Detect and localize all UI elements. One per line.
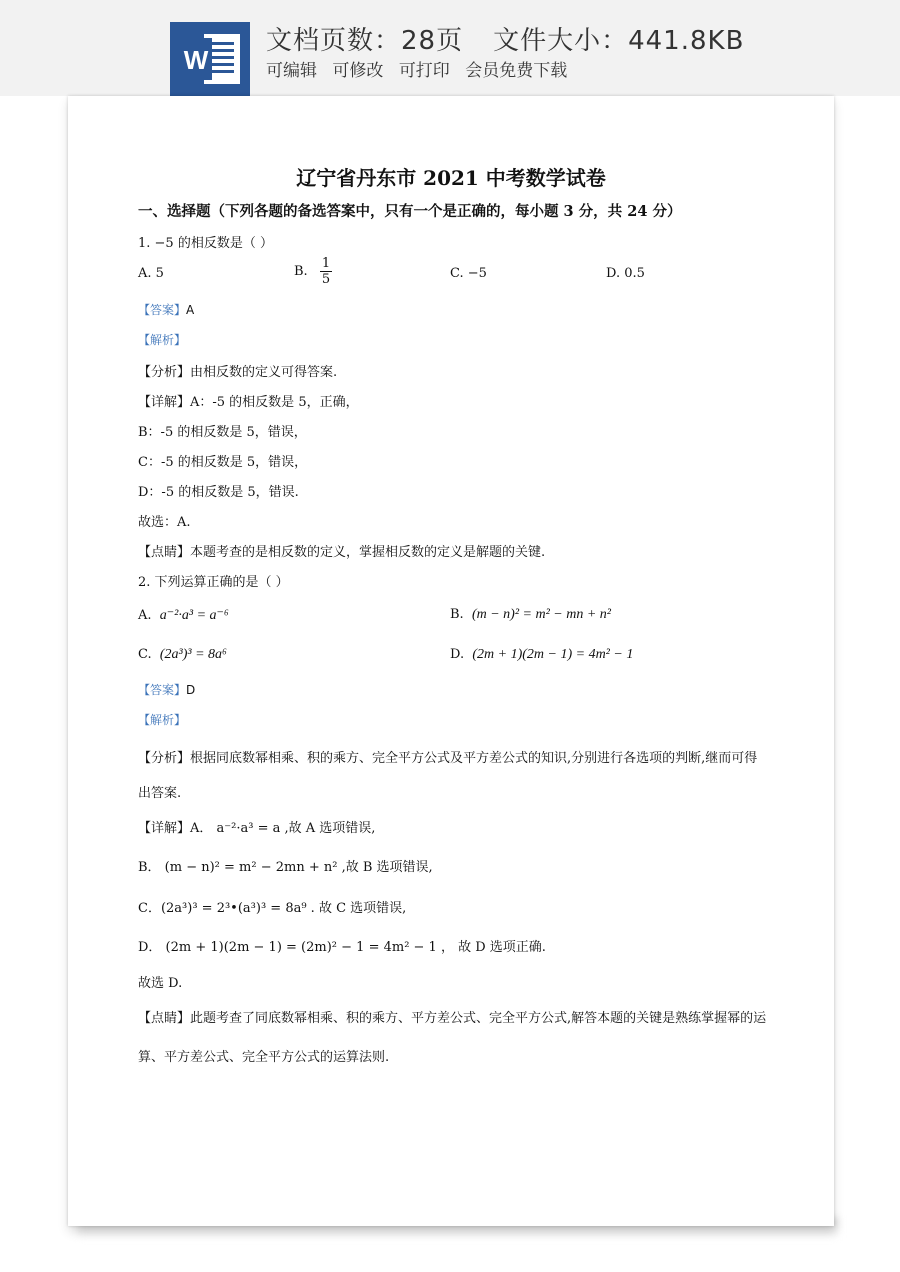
download-banner (0, 0, 900, 96)
q2-option-c (138, 647, 227, 663)
q2-option-c-formula: (2a³)³ = 8a⁶ (159, 647, 227, 662)
q2-xiangjie-a: 【详解】A． a⁻²·a³ = a ,故 A 选项错误, (138, 821, 376, 836)
q1-answer (138, 301, 194, 318)
q2-fenxi-line1: 【分析】根据同底数幂相乘、积的乘方、完全平方公式及平方差公式的知识,分别进行各选项的判断,继而可得 (138, 751, 758, 766)
exam-title: 辽宁省丹东市 2021 中考数学试卷 (296, 166, 606, 190)
q2-option-a (138, 607, 229, 624)
q2-option-d (450, 647, 633, 663)
q1-option-b-fraction (320, 256, 332, 287)
page-count: 文档页数：28页 (266, 26, 464, 56)
fraction-denominator: 5 (321, 272, 331, 287)
q1-dianjing: 【点睛】本题考查的是相反数的定义，掌握相反数的定义是解题的关键. (138, 545, 546, 560)
q2-option-a-formula: a⁻²·a³ = a⁻⁶ (159, 608, 229, 623)
q2-option-a-label: A. (138, 608, 152, 623)
q1-option-a: A. 5 (138, 266, 164, 281)
q2-stem: 2. 下列运算正确的是（ ） (138, 575, 289, 590)
answer-tag: 【答案】 (138, 303, 187, 317)
q1-option-b-label: B. (294, 264, 308, 279)
fraction-numerator: 1 (321, 256, 331, 271)
q2-option-b (450, 607, 611, 623)
feature-editable: 可编辑 (266, 61, 317, 81)
section-heading: 一、选择题（下列各题的备选答案中，只有一个是正确的，每小题 3 分，共 24 分） (138, 203, 682, 220)
q1-option-c: C. −5 (450, 266, 487, 281)
q1-option-d: D. 0.5 (606, 266, 645, 281)
q2-xiangjie-c: C．(2a³)³ = 2³•(a³)³ = 8a⁹ . 故 C 选项错误, (138, 901, 407, 916)
q1-fenxi: 【分析】由相反数的定义可得答案. (138, 365, 338, 380)
q2-option-d-formula: (2m + 1)(2m − 1) = 4m² − 1 (472, 647, 634, 662)
answer-value: D (186, 683, 196, 697)
q2-option-b-formula: (m − n)² = m² − mn + n² (471, 607, 611, 622)
q2-xiangjie-b: B． (m − n)² = m² − 2mn + n² ,故 B 选项错误, (138, 860, 433, 875)
banner-stats (266, 20, 744, 57)
q1-analysis-tag: 【解析】 (138, 333, 187, 347)
q2-xiangjie-d: D． (2m + 1)(2m − 1) = (2m)² − 1 = 4m² − 1 ， 故 D 选项正确. (138, 940, 546, 955)
feature-free-download[interactable]: 会员免费下载 (465, 61, 568, 81)
word-icon-letter: W (183, 45, 209, 75)
q1-choice: 故选：A. (138, 515, 191, 530)
q1-line-b: B：-5 的相反数是 5，错误， (138, 425, 307, 440)
q2-dianjing-line1: 【点睛】此题考查了同底数幂相乘、积的乘方、平方差公式、完全平方公式,解答本题的关键是熟练掌握幂的运 (138, 1011, 767, 1026)
q2-option-c-label: C. (138, 647, 152, 662)
q2-answer (138, 681, 195, 698)
q2-analysis-tag: 【解析】 (138, 713, 187, 727)
q2-option-b-label: B. (450, 607, 464, 622)
q2-option-d-label: D. (450, 647, 465, 662)
answer-value: A (186, 303, 195, 317)
feature-modifiable: 可修改 (332, 61, 384, 81)
banner-features (266, 56, 577, 81)
q2-fenxi-line2: 出答案. (138, 786, 182, 801)
q1-xiangjie: 【详解】A：-5 的相反数是 5，正确， (138, 395, 359, 410)
q1-line-d: D：-5 的相反数是 5，错误. (138, 485, 299, 500)
answer-tag: 【答案】 (138, 683, 187, 697)
q1-option-b (294, 256, 332, 287)
document-page (68, 96, 834, 1226)
q2-choice: 故选 D. (138, 976, 183, 991)
q1-line-c: C：-5 的相反数是 5，错误， (138, 455, 308, 470)
feature-printable: 可打印 (398, 61, 450, 81)
file-size: 文件大小：441.8KB (493, 26, 745, 56)
q1-stem: 1. −5 的相反数是（ ） (138, 236, 273, 251)
word-doc-icon (170, 22, 250, 96)
q2-dianjing-line2: 算、平方差公式、完全平方公式的运算法则. (138, 1050, 390, 1065)
